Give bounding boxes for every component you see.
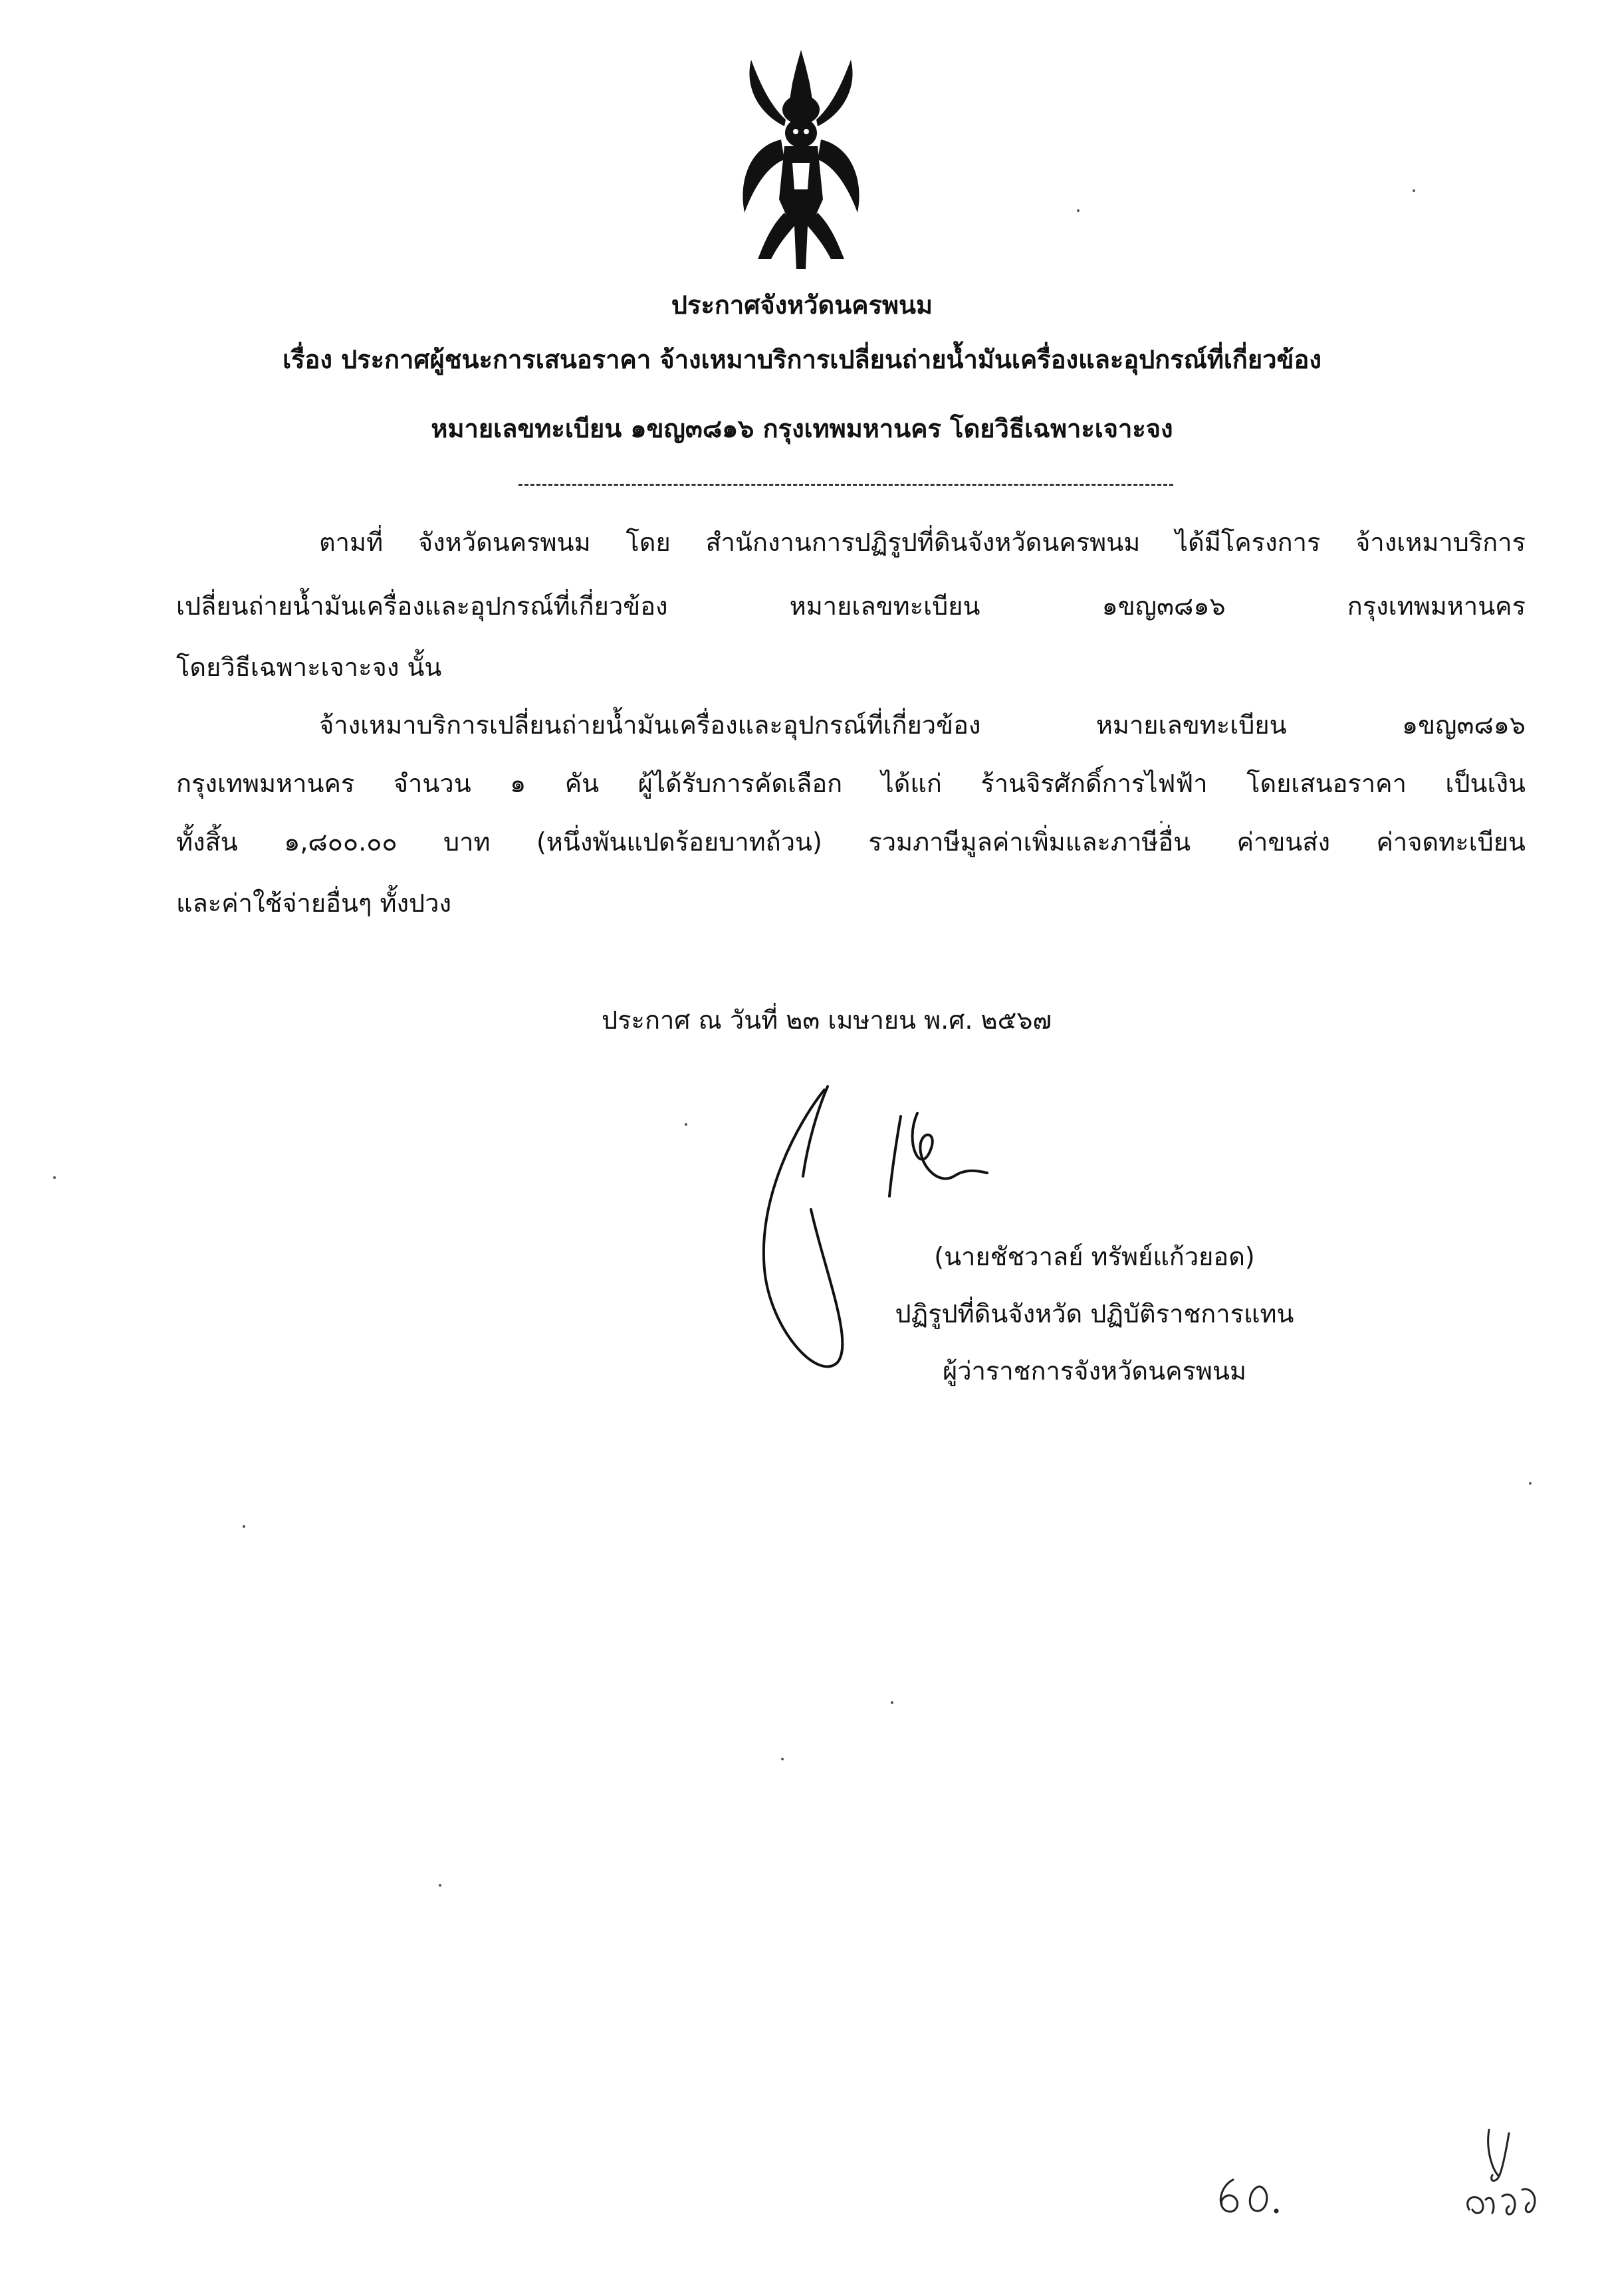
paragraph-1-line-1: ตามที่ จังหวัดนครพนม โดย สำนักงานการปฏิรูปที่ดินจังหวัดนครพนม ได้มีโครงการ จ้างเหมาบริการ — [319, 528, 1526, 557]
scan-speck — [1077, 209, 1080, 212]
paragraph-2-line-4: และค่าใช้จ่ายอื่นๆ ทั้งปวง — [176, 888, 452, 918]
paragraph-1-line-3: โดยวิธีเฉพาะเจาะจง นั้น — [176, 653, 442, 682]
scan-speck — [781, 1758, 784, 1760]
scan-speck — [1413, 189, 1415, 192]
handwritten-page-number — [1210, 2170, 1283, 2223]
announcement-title: ประกาศจังหวัดนครพนม — [671, 290, 933, 320]
announcement-subject: เรื่อง ประกาศผู้ชนะการเสนอราคา จ้างเหมาบริการเปลี่ยนถ่ายน้ำมันเครื่องและอุปกรณ์ที่เกี่ยวข้อง — [283, 345, 1321, 374]
signatory-position: ปฏิรูปที่ดินจังหวัด ปฏิบัติราชการแทน — [895, 1299, 1294, 1328]
paragraph-2-line-2: กรุงเทพมหานคร จำนวน ๑ คัน ผู้ได้รับการคัดเลือก ได้แก่ ร้านจิรศักดิ์การไฟฟ้า โดยเสนอราคา เป็นเงิน — [176, 769, 1526, 798]
scan-speck — [1529, 1482, 1532, 1485]
scan-speck — [1160, 821, 1163, 823]
paragraph-1-line-2: เปลี่ยนถ่ายน้ำมันเครื่องและอุปกรณ์ที่เกี่ยวข้อง หมายเลขทะเบียน ๑ขญ๓๘๑๖ กรุงเทพมหานคร — [176, 591, 1526, 621]
paragraph-2-line-3: ทั้งสิ้น ๑,๘๐๐.๐๐ บาท (หนึ่งพันแปดร้อยบาทถ้วน) รวมภาษีมูลค่าเพิ่มและภาษีอื่น ค่าขนส่ง ค่าจดทะเบียน — [176, 827, 1526, 857]
signatory-name: (นายชัชวาลย์ ทรัพย์แก้วยอด) — [934, 1242, 1255, 1271]
announcement-subject-line2: หมายเลขทะเบียน ๑ขญ๓๘๑๖ กรุงเทพมหานคร โดยวิธีเฉพาะเจาะจง — [431, 414, 1173, 443]
garuda-emblem-icon — [731, 47, 871, 272]
signatory-on-behalf: ผู้ว่าราชการจังหวัดนครพนม — [942, 1356, 1246, 1386]
scan-speck — [439, 1884, 441, 1887]
scan-speck — [891, 1701, 893, 1704]
scan-speck — [685, 1123, 687, 1126]
scan-speck — [243, 1525, 245, 1528]
scan-speck — [53, 1176, 56, 1179]
handwritten-initials — [1456, 2123, 1549, 2223]
announcement-date: ประกาศ ณ วันที่ ๒๓ เมษายน พ.ศ. ๒๕๖๗ — [602, 1005, 1052, 1035]
paragraph-2-line-1: จ้างเหมาบริการเปลี่ยนถ่ายน้ำมันเครื่องและอุปกรณ์ที่เกี่ยวข้อง หมายเลขทะเบียน ๑ขญ๓๘๑๖ — [319, 710, 1526, 740]
header-divider — [518, 484, 1173, 486]
